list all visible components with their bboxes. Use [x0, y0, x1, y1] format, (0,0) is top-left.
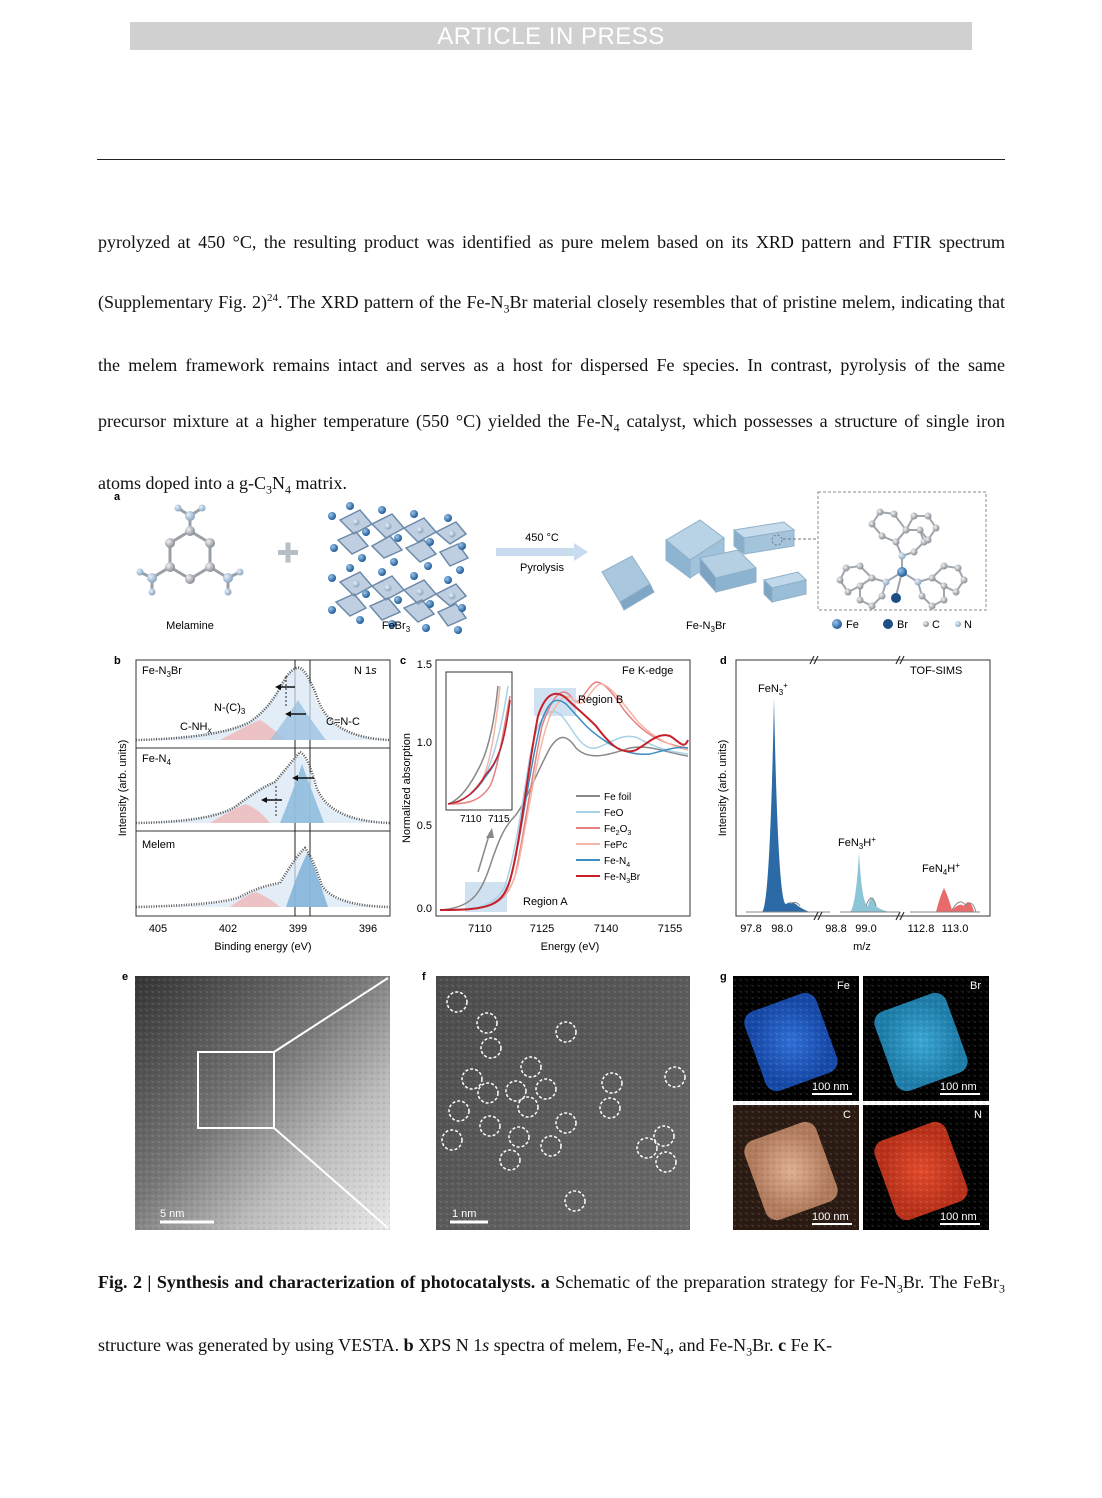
panel-f — [422, 971, 690, 1230]
svg-text:Fe foil: Fe foil — [604, 792, 632, 803]
peak-fen3h — [848, 852, 890, 912]
svg-text:396: 396 — [358, 923, 378, 935]
peak-fen4h — [906, 888, 974, 912]
atom-legend — [832, 619, 972, 631]
svg-text:1.5: 1.5 — [416, 659, 432, 671]
xas-xticks — [468, 923, 682, 935]
febr3-structure — [328, 502, 468, 634]
inset-tick-0: 7110 — [460, 814, 482, 825]
tof-sims-xlabel: m/z — [853, 941, 871, 953]
inset-tick-1: 7115 — [488, 814, 510, 825]
xas-title: Fe K-edge — [622, 665, 674, 677]
svg-text:7110: 7110 — [468, 923, 492, 935]
fe-n3br-label: $Fe-N_3Br$ — [686, 620, 726, 634]
scale-label-g2: 100 nm — [940, 1081, 977, 1093]
sample-fe-n3br: $Fe-N_3Br$ — [142, 665, 182, 679]
sample-melem: Melem — [142, 839, 176, 851]
panel-b — [114, 655, 390, 953]
xas-yticks — [417, 659, 432, 915]
svg-text:Fe: Fe — [846, 619, 859, 631]
figure-caption: Fig. 2 | Synthesis and characterization of photocatalysts. a Schematic of the preparation strategy for $Fe-N_3Br$. The FeBr$_3$ structure was generated by using VESTA. b XPS N 1s spectra of melem, $Fe-N_4$, and $Fe-N_3Br$. c Fe K- — [98, 1272, 1006, 1359]
svg-text:7140: 7140 — [593, 923, 619, 935]
xas-legend — [576, 792, 641, 885]
svg-text:98.0: 98.0 — [771, 923, 793, 935]
xas-xlabel: Energy (eV) — [540, 941, 600, 953]
melamine-label: Melamine — [166, 620, 214, 632]
figure-2 — [110, 486, 1000, 1232]
svg-text:98.8: 98.8 — [825, 923, 847, 935]
peak-c-n-c: C=N-C — [326, 716, 360, 728]
svg-text:399: 399 — [288, 923, 308, 935]
sample-fe-n4: $Fe-N_4$ — [142, 753, 171, 767]
svg-text:Fe-N4: $Fe-N_4$ — [604, 856, 631, 869]
svg-text:FeO: FeO — [604, 808, 624, 819]
svg-text:405: 405 — [148, 923, 168, 935]
map-label-n: N — [974, 1109, 982, 1121]
panel-g-label: g — [720, 971, 727, 983]
panel-c-label: c — [400, 655, 407, 667]
xps-xticks — [149, 923, 377, 935]
svg-text:97.8: 97.8 — [740, 923, 762, 935]
xps-ylabel: Intensity (arb. units) — [117, 739, 129, 837]
febr3-label: FeBr$_3$ — [381, 620, 411, 634]
map-label-br: Br — [970, 980, 981, 992]
scale-label-g4: 100 nm — [940, 1211, 977, 1223]
pyrolysis-label: Pyrolysis — [519, 562, 565, 574]
panel-e-label: e — [122, 971, 129, 983]
tof-sims-xticks — [740, 923, 968, 935]
panel-c — [400, 655, 690, 953]
svg-text:0.0: 0.0 — [416, 903, 432, 915]
svg-text:Fe2O3: $Fe_2O_3$ — [604, 824, 632, 837]
svg-text:0.5: 0.5 — [416, 820, 432, 832]
scale-label-e: 5 nm — [160, 1208, 185, 1220]
region-a-label: Region A — [523, 896, 568, 908]
map-label-fe: Fe — [837, 980, 850, 992]
tof-sims-title: TOF-SIMS — [910, 665, 963, 677]
panel-g — [720, 971, 989, 1230]
panel-d — [717, 655, 990, 953]
panel-e — [122, 971, 390, 1230]
scale-label-g3: 100 nm — [812, 1211, 849, 1223]
svg-text:FePc: FePc — [604, 840, 628, 851]
region-b-label: Region B — [578, 694, 624, 706]
atomic-structure-box — [818, 492, 986, 610]
svg-text:112.8: 112.8 — [907, 923, 935, 935]
svg-text:FeN4H+: FeN$_4$H+ — [922, 861, 960, 877]
tof-sims-labels — [758, 665, 962, 877]
svg-text:113.0: 113.0 — [941, 923, 969, 935]
svg-text:99.0: 99.0 — [855, 923, 877, 935]
svg-text:1.0: 1.0 — [416, 737, 432, 749]
svg-text:7155: 7155 — [657, 923, 683, 935]
svg-text:7125: 7125 — [529, 923, 555, 935]
pyrolysis-arrow — [496, 532, 588, 574]
article-in-press-banner: ARTICLE IN PRESS — [130, 22, 972, 50]
xps-xlabel: Binding energy (eV) — [214, 941, 312, 953]
peak-n-c3: $N-(C)_3$ — [214, 702, 246, 716]
svg-text:FeN3H+: FeN$_3$H+ — [838, 835, 876, 851]
header-rule — [97, 159, 1005, 160]
peak-fen3 — [746, 698, 810, 912]
panel-a-label: a — [114, 491, 121, 503]
scale-label-f: 1 nm — [452, 1208, 477, 1220]
tof-sims-ylabel: Intensity (arb. units) — [717, 739, 729, 837]
xps-title: N 1s — [354, 665, 377, 677]
peak-c-nhx: $C-NH_x$ — [180, 721, 212, 735]
panel-b-label: b — [114, 655, 121, 667]
scale-label-g1: 100 nm — [812, 1081, 849, 1093]
svg-text:FeN3+: FeN$_3$+ — [758, 681, 788, 697]
panel-f-label: f — [422, 971, 426, 983]
panel-a — [114, 491, 986, 634]
fe-n3br-particles — [602, 520, 806, 610]
svg-text:Fe-N3Br: $Fe-N_3Br$ — [604, 872, 641, 885]
body-paragraph: pyrolyzed at 450 °C, the resulting product was identified as pure melem based on its XRD pattern and FTIR spectrum (Supplementary Fig. 2)$^{24}$. The XRD pattern of the $Fe-N_3Br$ material closely resembles that of pristine melem, indicating that the melem framework remains intact and serves as a host for dispersed Fe species. In contrast, pyrolysis of the same precursor mixture at a higher temperature (550 °C) yielded the $Fe-N_4$ catalyst, which possesses a structure of single iron atoms doped into a $g-C_3N_4$ matrix. — [98, 232, 1005, 497]
map-label-c: C — [843, 1109, 851, 1121]
svg-text:Br: Br — [897, 619, 908, 631]
plus-icon — [278, 543, 298, 563]
svg-text:402: 402 — [218, 923, 238, 935]
xas-ylabel: Normalized absorption — [401, 732, 413, 844]
svg-text:C: C — [932, 619, 940, 631]
svg-text:N: N — [964, 619, 972, 631]
panel-d-label: d — [720, 655, 727, 667]
temperature-label: 450 °C — [525, 532, 559, 544]
